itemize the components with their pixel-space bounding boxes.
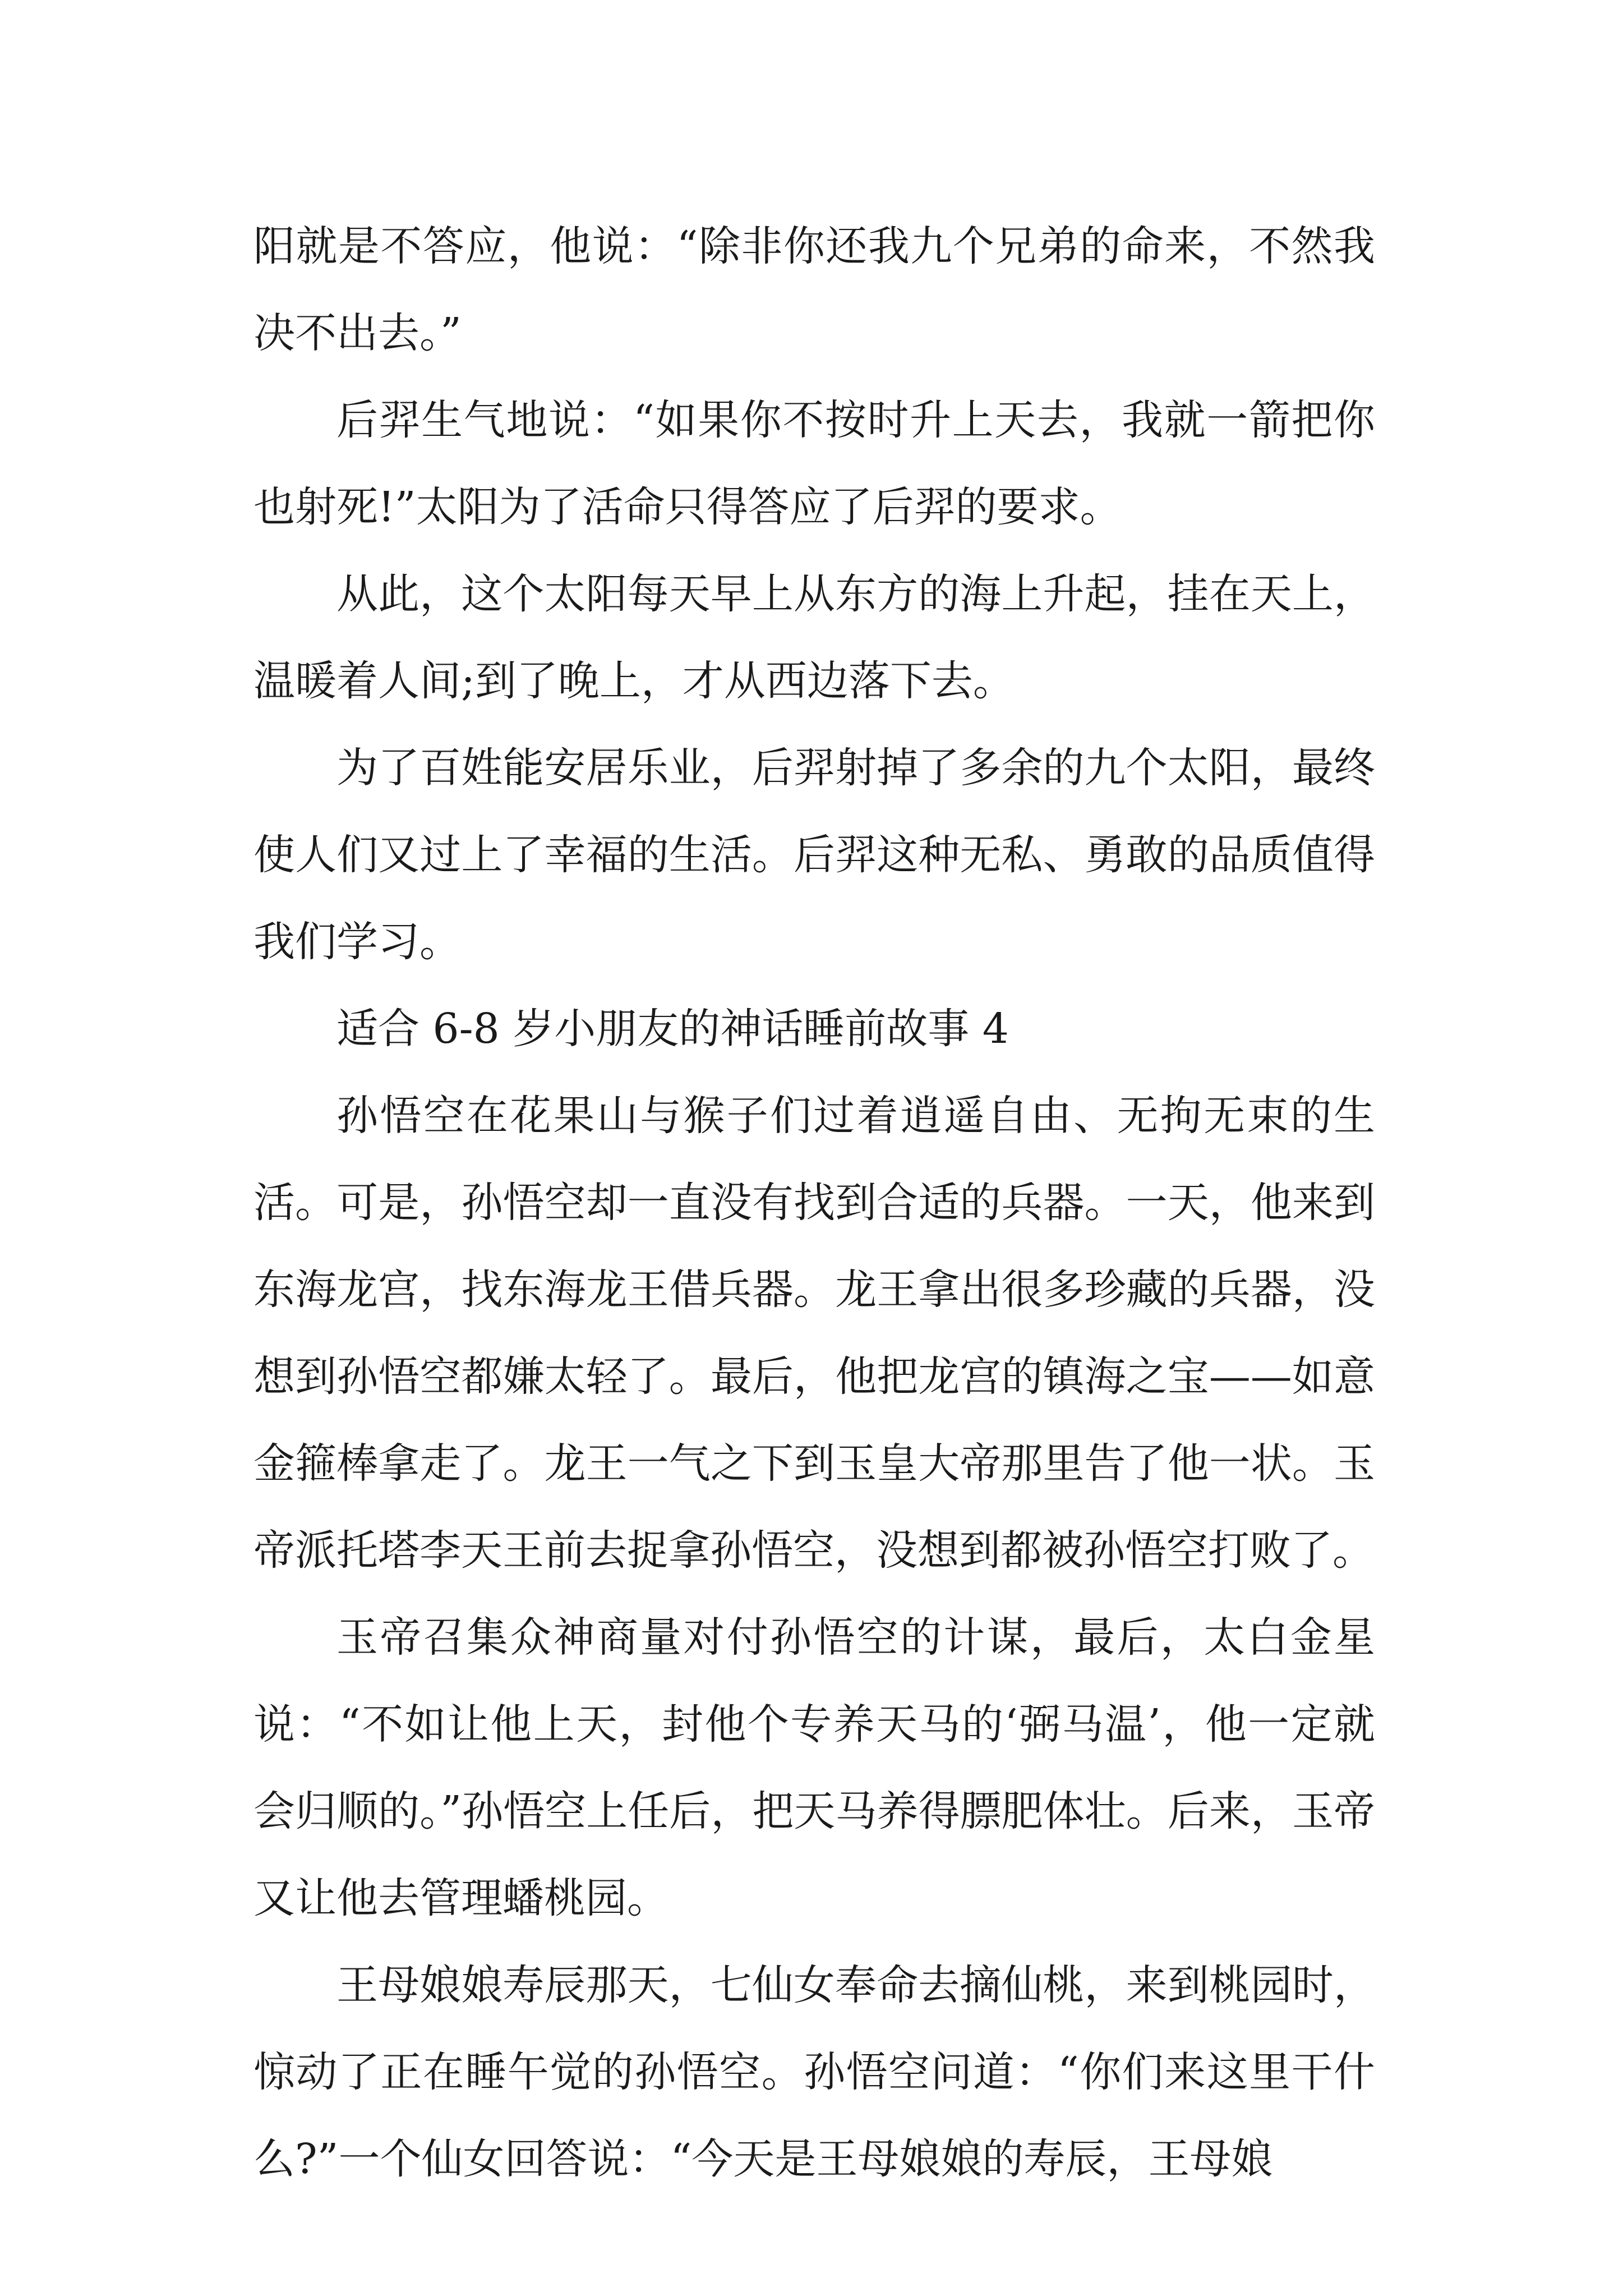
paragraph-4: 为了百姓能安居乐业，后羿射掉了多余的九个太阳，最终使人们又过上了幸福的生活。后羿这种无私、勇敢的品质值得我们学习。 [253, 744, 1375, 966]
story-paragraph-1: 孙悟空在花果山与猴子们过着逍遥自由、无拘无束的生活。可是，孙悟空却一直没有找到合适的兵器。一天，他来到东海龙宫，找东海龙王借兵器。龙王拿出很多珍藏的兵器，没想到孙悟空都嫌太轻了。最后，他把龙宫的镇海之宝——如意金箍棒拿走了。龙王一气之下到玉皇大帝那里告了他一状。玉帝派托塔李天王前去捉拿孙悟空，没想到都被孙悟空打败了。 [253, 1092, 1375, 1575]
paragraph-2: 后羿生气地说：“如果你不按时升上天去，我就一箭把你也射死!”太阳为了活命只得答应了后羿的要求。 [253, 396, 1375, 531]
document-body [253, 203, 1375, 2203]
paragraph-1: 阳就是不答应，他说：“除非你还我九个兄弟的命来，不然我决不出去。” [253, 222, 1375, 357]
story-paragraph-2: 玉帝召集众神商量对付孙悟空的计谋，最后，太白金星说：“不如让他上天，封他个专养天马的‘弼马温’，他一定就会归顺的。”孙悟空上任后，把天马养得膘肥体壮。后来，玉帝又让他去管理蟠桃园。 [253, 1613, 1375, 1922]
story-paragraph-3: 王母娘娘寿辰那天，七仙女奉命去摘仙桃，来到桃园时，惊动了正在睡午觉的孙悟空。孙悟空问道：“你们来这里干什么?”一个仙女回答说：“今天是王母娘娘的寿辰，王母娘 [253, 1961, 1375, 2183]
section-title: 适合 6-8 岁小朋友的神话睡前故事 4 [336, 1005, 1009, 1053]
paragraph-3: 从此，这个太阳每天早上从东方的海上升起，挂在天上，温暖着人间;到了晚上，才从西边落下去。 [253, 570, 1375, 705]
